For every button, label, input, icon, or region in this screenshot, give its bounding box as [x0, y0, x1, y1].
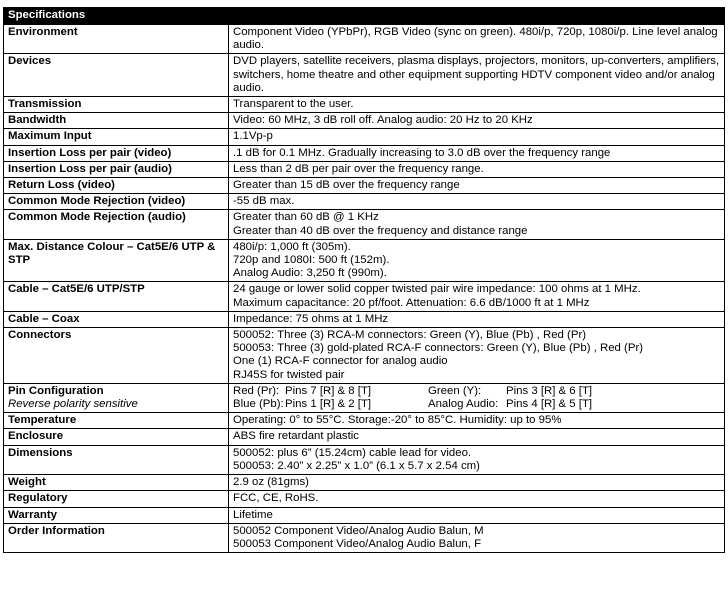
- pin-cell: Blue (Pb):: [233, 398, 284, 411]
- spec-value-line: 720p and 1080I: 500 ft (152m).: [233, 254, 390, 267]
- pin-cell: Red (Pr):: [233, 384, 280, 397]
- spec-value-line: Greater than 60 dB @ 1 KHz: [233, 211, 379, 224]
- spec-value: [229, 113, 725, 129]
- spec-value: [229, 523, 725, 552]
- spec-row-enclosure: [4, 429, 725, 445]
- spec-label: Regulatory: [4, 491, 229, 507]
- spec-row-devices: [4, 54, 725, 97]
- spec-value-line: 480i/p: 1,000 ft (305m).: [233, 240, 351, 253]
- spec-value-line: 500053 Component Video/Analog Audio Balun, F: [233, 537, 482, 550]
- spec-label-text: Pin Configuration: [8, 384, 104, 397]
- spec-value: [229, 383, 725, 412]
- spec-label: Transmission: [4, 97, 229, 113]
- spec-label: Insertion Loss per pair (video): [4, 145, 229, 161]
- spec-value-line: 500052: Three (3) RCA-M connectors: Green (Y), Blue (Pb) , Red (Pr): [233, 329, 587, 342]
- spec-value-line: 24 gauge or lower solid copper twisted pair wire impedance: 100 ohms at 1 MHz.: [233, 283, 641, 296]
- spec-value: [229, 239, 725, 282]
- spec-label: Common Mode Rejection (audio): [4, 210, 229, 239]
- spec-label: Insertion Loss per pair (audio): [4, 161, 229, 177]
- spec-value: [229, 282, 725, 311]
- spec-value: [229, 54, 725, 97]
- spec-label: Bandwidth: [4, 113, 229, 129]
- spec-label: Temperature: [4, 413, 229, 429]
- spec-value-line: Video: 60 MHz, 3 dB roll off. Analog audio: 20 Hz to 20 KHz: [233, 114, 533, 127]
- spec-value-line: Greater than 15 dB over the frequency range: [233, 179, 460, 192]
- spec-row-insertion-loss-per-pair-video: [4, 145, 725, 161]
- spec-value-line: 1.1Vp-p: [233, 130, 273, 143]
- table-header-row: [4, 8, 725, 25]
- spec-row-common-mode-rejection-video: [4, 194, 725, 210]
- spec-value: [229, 25, 725, 54]
- spec-row-pin-configuration: [4, 383, 725, 412]
- spec-value: [229, 210, 725, 239]
- spec-value: [229, 145, 725, 161]
- spec-row-common-mode-rejection-audio: [4, 210, 725, 239]
- spec-value-line: .1 dB for 0.1 MHz. Gradually increasing to 3.0 dB over the frequency range: [233, 146, 611, 159]
- pin-cell: Pins 1 [R] & 2 [T]: [285, 398, 372, 411]
- spec-value-line: Operating: 0° to 55°C. Storage:-20° to 85°C. Humidity: up to 95%: [233, 414, 562, 427]
- specifications-table: [3, 7, 725, 553]
- spec-value-line: Maximum capacitance: 20 pf/foot. Attenuation: 6.6 dB/1000 ft at 1 MHz: [233, 296, 590, 309]
- spec-value: [229, 129, 725, 145]
- spec-label: Common Mode Rejection (video): [4, 194, 229, 210]
- spec-value-line: DVD players, satellite receivers, plasma displays, projectors, monitors, up-converters, amplifiers, switchers, home theatre and other equipment supporting HDTV component video and/or analog audio.: [233, 55, 720, 94]
- spec-row-return-loss-video: [4, 178, 725, 194]
- pin-cell: Green (Y):: [428, 384, 482, 397]
- spec-value-line: -55 dB max.: [233, 195, 295, 208]
- spec-value-line: Less than 2 dB per pair over the frequency range.: [233, 162, 484, 175]
- spec-value-line: RJ45S for twisted pair: [233, 368, 345, 381]
- spec-value: [229, 97, 725, 113]
- spec-label: Max. Distance Colour – Cat5E/6 UTP & STP: [4, 239, 229, 282]
- spec-value-line: Analog Audio: 3,250 ft (990m).: [233, 267, 387, 280]
- spec-value: [229, 328, 725, 384]
- spec-label: [4, 383, 229, 412]
- spec-label: Order Information: [4, 523, 229, 552]
- spec-value-line: Transparent to the user.: [233, 98, 354, 111]
- table-title: Specifications: [4, 8, 725, 25]
- spec-row-max-distance-colour-cat5e-6-utp-stp: [4, 239, 725, 282]
- spec-label: Cable – Coax: [4, 311, 229, 327]
- spec-row-cable-cat5e-6-utp-stp: [4, 282, 725, 311]
- spec-row-weight: [4, 475, 725, 491]
- spec-row-regulatory: [4, 491, 725, 507]
- spec-label: Weight: [4, 475, 229, 491]
- spec-value-line: Impedance: 75 ohms at 1 MHz: [233, 312, 389, 325]
- spec-row-temperature: [4, 413, 725, 429]
- pin-cell: Pins 3 [R] & 6 [T]: [506, 384, 593, 397]
- spec-value: [229, 413, 725, 429]
- spec-value-line: Component Video (YPbPr), RGB Video (sync on green). 480i/p, 720p, 1080i/p. Line level analog audio.: [233, 26, 718, 52]
- spec-row-transmission: [4, 97, 725, 113]
- spec-label: Maximum Input: [4, 129, 229, 145]
- spec-value-line: One (1) RCA-F connector for analog audio: [233, 355, 448, 368]
- pin-cell: Pins 7 [R] & 8 [T]: [285, 384, 372, 397]
- spec-label: Warranty: [4, 507, 229, 523]
- spec-value: [229, 445, 725, 474]
- spec-row-environment: [4, 25, 725, 54]
- spec-value: [229, 507, 725, 523]
- spec-value-line: FCC, CE, RoHS.: [233, 492, 319, 505]
- spec-value: [229, 311, 725, 327]
- spec-row-maximum-input: [4, 129, 725, 145]
- spec-value-line: Lifetime: [233, 508, 273, 521]
- spec-value-line: 500052 Component Video/Analog Audio Balun, M: [233, 524, 484, 537]
- spec-label: Return Loss (video): [4, 178, 229, 194]
- spec-label: Dimensions: [4, 445, 229, 474]
- spec-value: [229, 429, 725, 445]
- spec-value-line: 500053: 2.40” x 2.25” x 1.0” (6.1 x 5.7 x 2.54 cm): [233, 459, 480, 472]
- spec-row-connectors: [4, 328, 725, 384]
- spec-label: Connectors: [4, 328, 229, 384]
- spec-value-line: 500052: plus 6” (15.24cm) cable lead for video.: [233, 446, 472, 459]
- spec-label: Environment: [4, 25, 229, 54]
- spec-value: [229, 491, 725, 507]
- pin-line: [233, 385, 721, 398]
- pin-cell: Pins 4 [R] & 5 [T]: [506, 398, 593, 411]
- spec-value-line: 500053: Three (3) gold-plated RCA-F connectors: Green (Y), Blue (Pb) , Red (Pr): [233, 342, 644, 355]
- spec-value-line: ABS fire retardant plastic: [233, 430, 359, 443]
- spec-row-bandwidth: [4, 113, 725, 129]
- pin-cell: Analog Audio:: [428, 398, 499, 411]
- spec-value-line: 2.9 oz (81gms): [233, 476, 309, 489]
- spec-value: [229, 178, 725, 194]
- spec-label: Cable – Cat5E/6 UTP/STP: [4, 282, 229, 311]
- spec-row-order-information: [4, 523, 725, 552]
- spec-label-note: Reverse polarity sensitive: [8, 398, 138, 411]
- spec-label: Enclosure: [4, 429, 229, 445]
- spec-value-line: Greater than 40 dB over the frequency and distance range: [233, 224, 528, 237]
- spec-row-cable-coax: [4, 311, 725, 327]
- spec-row-dimensions: [4, 445, 725, 474]
- spec-row-warranty: [4, 507, 725, 523]
- pin-line: [233, 398, 721, 411]
- spec-value: [229, 475, 725, 491]
- spec-value: [229, 194, 725, 210]
- spec-row-insertion-loss-per-pair-audio: [4, 161, 725, 177]
- spec-value: [229, 161, 725, 177]
- spec-label: Devices: [4, 54, 229, 97]
